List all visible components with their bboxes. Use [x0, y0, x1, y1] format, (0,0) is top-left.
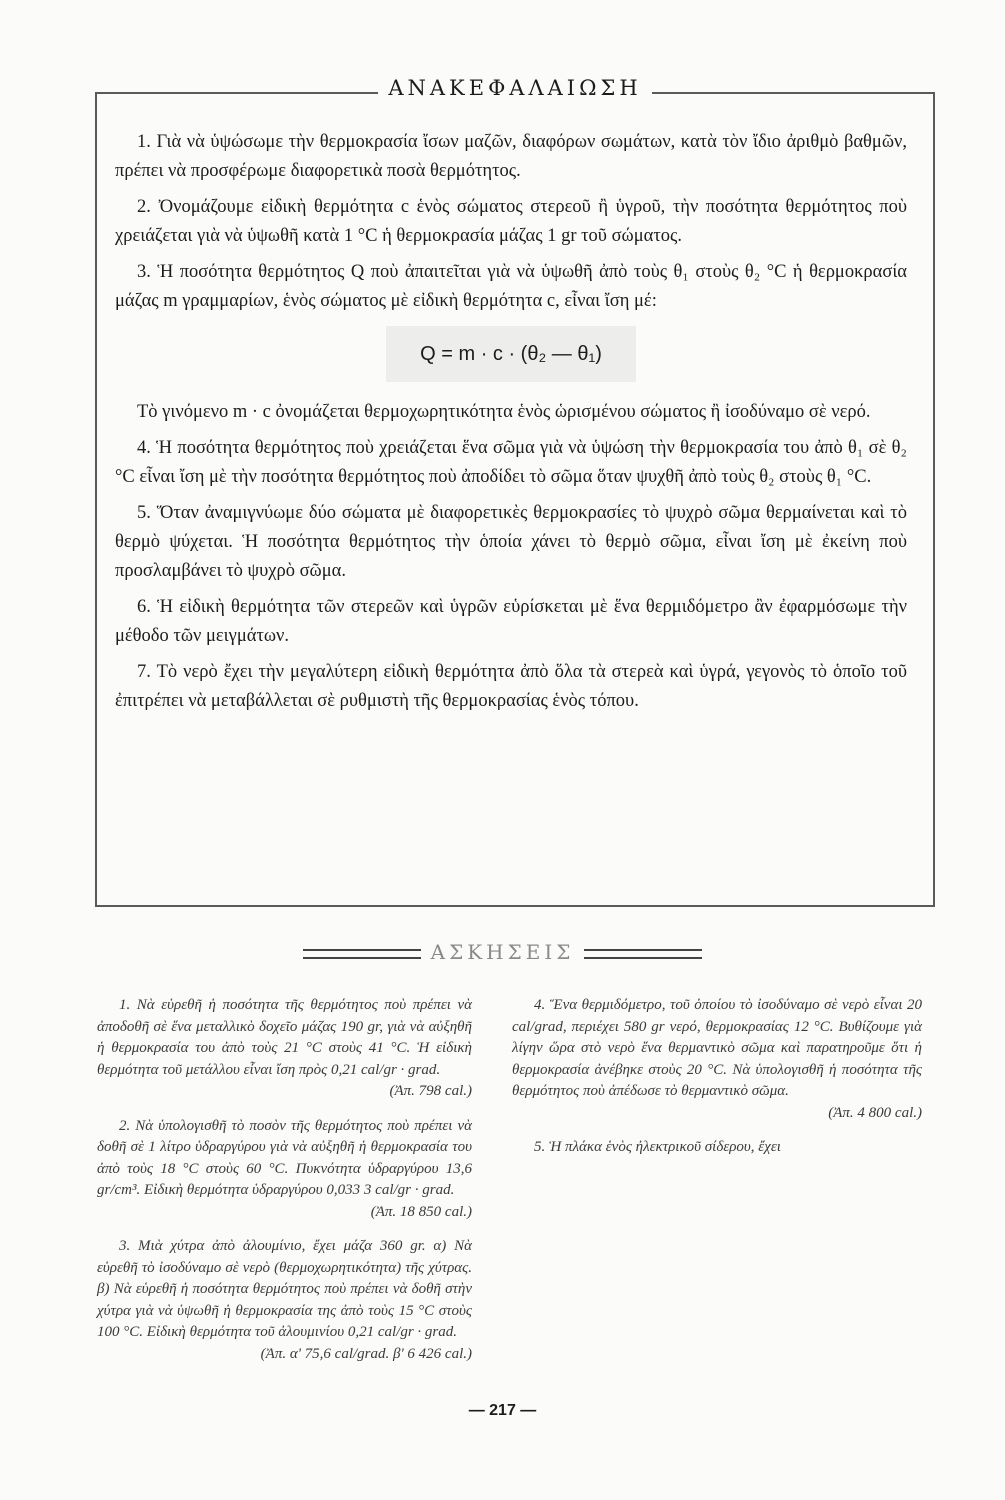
exercise-3 — [97, 1236, 472, 1365]
exercises-title — [0, 940, 1005, 964]
exercise-4-answer: (Ἀπ. 4 800 cal.) — [828, 1104, 922, 1121]
summary-point-1: 1. Γιὰ νὰ ὑψώσωμε τὴν θερμοκρασία ἴσων μαζῶν, διαφόρων σωμάτων, κατὰ τὸν ἴδιο ἀριθμὸ βαθμῶν, πρέπει νὰ προσφέρωμε διαφορετικὰ ποσὰ θερμότητος. — [115, 132, 907, 181]
exercise-2-answer: (Ἀπ. 18 850 cal.) — [370, 1203, 472, 1220]
exercise-4 — [512, 995, 922, 1124]
summary-heading: ΑΝΑΚΕΦΑΛΑΙΩΣΗ — [378, 76, 651, 100]
exercise-5 — [512, 1137, 922, 1159]
exercise-4-text: 4. Ἕνα θερμιδόμετρο, τοῦ ὁποίου τὸ ἰσοδύναμο σὲ νερὸ εἶναι 20 cal/grad, περιέχει 580 gr νερό, θερμοκρασίας 12 °C. Βυθίζουμε γιὰ λίγην ὥρα στὸ νερὸ ἕνα θερμαντικὸ σῶμα καὶ παρατηροῦμε ὅτι ἡ θερμοκρασία ἀνέβηκε στοὺς 20 °C. Νὰ ὑπολογισθῆ ἡ ποσότητα τῆς θερμότητος ποὺ ἀπέδωσε τὸ θερμαντικὸ σῶμα. — [512, 997, 922, 1099]
summary-point-6: 6. Ἡ εἰδικὴ θερμότητα τῶν στερεῶν καὶ ὑγρῶν εὑρίσκεται μὲ ἕνα θερμιδόμετρο ἂν ἐφαρμόσωμε τὴν μέθοδο τῶν μειγμάτων. — [115, 597, 907, 646]
exercises-heading: ΑΣΚΗΣΕΙΣ — [430, 940, 575, 964]
summary-body — [115, 128, 907, 723]
summary-point-4: 4. Ἡ ποσότητα θερμότητος ποὺ χρειάζεται ἕνα σῶμα γιὰ νὰ ὑψώση τὴν θερμοκρασία του ἀπὸ θ₁ σὲ θ₂ °C εἶναι ἴση μὲ τὴν ποσότητα θερμότητος ποὺ ἀποδίδει τὸ σῶμα ὅταν ψυχθῆ ἀπὸ τοὺς θ₂ στοὺς θ₁ °C. — [115, 438, 907, 487]
exercise-3-text: 3. Μιὰ χύτρα ἀπὸ ἀλουμίνιο, ἔχει μάζα 360 gr. α) Νὰ εὑρεθῆ τὸ ἰσοδύναμο σὲ νερὸ (θερμοχωρητικότητα) τῆς χύτρας. β) Νὰ εὑρεθῆ ἡ ποσότητα θερμότητος ποὺ πρέπει νὰ δοθῆ στὴν χύτρα γιὰ νὰ ὑψωθῆ ἡ θερμοκρασία της ἀπὸ τοὺς 15 °C στοὺς 100 °C. Εἰδικὴ θερμότητα τοῦ ἀλουμινίου 0,21 cal/gr · grad. — [97, 1238, 472, 1340]
formula: Q = m · c · (θ₂ — θ₁) — [420, 342, 602, 365]
exercise-3-answer: (Ἀπ. α' 75,6 cal/grad. β' 6 426 cal.) — [260, 1345, 472, 1362]
summary-point-3: 3. Ἡ ποσότητα θερμότητος Q ποὺ ἀπαιτεῖται γιὰ νὰ ὑψωθῆ ἀπὸ τοὺς θ₁ στοὺς θ₂ °C ἡ θερμοκρασία μάζας m γραμμαρίων, ἑνὸς σώματος μὲ εἰδικὴ θερμότητα c, εἶναι ἴση μέ: — [115, 262, 907, 311]
formula-box — [386, 326, 636, 382]
exercise-1-answer: (Ἀπ. 798 cal.) — [389, 1083, 472, 1099]
exercise-5-text: 5. Ἡ πλάκα ἑνὸς ἠλεκτρικοῦ σίδερου, ἔχει — [534, 1139, 781, 1155]
summary-box — [95, 76, 935, 907]
summary-point-3-continued: Τὸ γινόμενο m · c ὀνομάζεται θερμοχωρητικότητα ἑνὸς ὡρισμένου σώματος ἢ ἰσοδύναμο σὲ νερό. — [137, 402, 871, 422]
exercise-2 — [97, 1116, 472, 1224]
summary-point-7: 7. Τὸ νερὸ ἔχει τὴν μεγαλύτερη εἰδικὴ θερμότητα ἀπὸ ὅλα τὰ στερεὰ καὶ ὑγρά, γεγονὸς τὸ ὁποῖο τοῦ ἐπιτρέπει νὰ μεταβάλλεται σὲ ρυθμιστὴ τῆς θερμοκρασίας ἑνὸς τόπου. — [115, 662, 907, 711]
exercise-2-text: 2. Νὰ ὑπολογισθῆ τὸ ποσὸν τῆς θερμότητος ποὺ πρέπει νὰ δοθῆ σὲ 1 λίτρο ὑδραργύρου γιὰ νὰ αὐξηθῆ ἡ θερμοκρασία του ἀπὸ τοὺς 18 °C στοὺς 60 °C. Πυκνότητα ὑδραργύρου 13,6 gr/cm³. Εἰδικὴ θερμότητα ὑδραργύρου 0,033 3 cal/gr · grad. — [97, 1117, 472, 1198]
title-rule-right — [584, 949, 702, 959]
exercises-right-column — [512, 995, 922, 1172]
summary-point-5: 5. Ὅταν ἀναμιγνύωμε δύο σώματα μὲ διαφορετικὲς θερμοκρασίες τὸ ψυχρὸ σῶμα θερμαίνεται καὶ τὸ θερμὸ ψύχεται. Ἡ ποσότητα θερμότητος τὴν ὁποία χάνει τὸ θερμὸ σῶμα, εἶναι ἴση μὲ ἐκείνη ποὺ προσλαμβάνει τὸ ψυχρὸ σῶμα. — [115, 503, 907, 581]
title-rule-left — [303, 949, 421, 959]
page-number: — 217 — — [468, 1402, 537, 1419]
summary-point-2: 2. Ὀνομάζουμε εἰδικὴ θερμότητα c ἑνὸς σώματος στερεοῦ ἢ ὑγροῦ, τὴν ποσότητα θερμότητος ποὺ χρειάζεται γιὰ νὰ ὑψωθῆ κατὰ 1 °C ἡ θερμοκρασία μάζας 1 gr τοῦ σώματος. — [115, 197, 907, 246]
exercise-1-text: 1. Νὰ εὑρεθῆ ἡ ποσότητα τῆς θερμότητος ποὺ πρέπει νὰ ἀποδοθῆ σὲ ἕνα μεταλλικὸ δοχεῖο μάζας 190 gr, γιὰ νὰ αὐξηθῆ ἡ θερμοκρασία του ἀπὸ τοὺς 21 °C στοὺς 41 °C. Ἡ εἰδικὴ θερμότητα τοῦ μετάλλου εἶναι ἴση πρὸς 0,21 cal/gr · grad. — [97, 997, 472, 1078]
exercise-1 — [97, 995, 472, 1103]
exercises-left-column — [97, 995, 472, 1378]
summary-title — [97, 76, 933, 100]
